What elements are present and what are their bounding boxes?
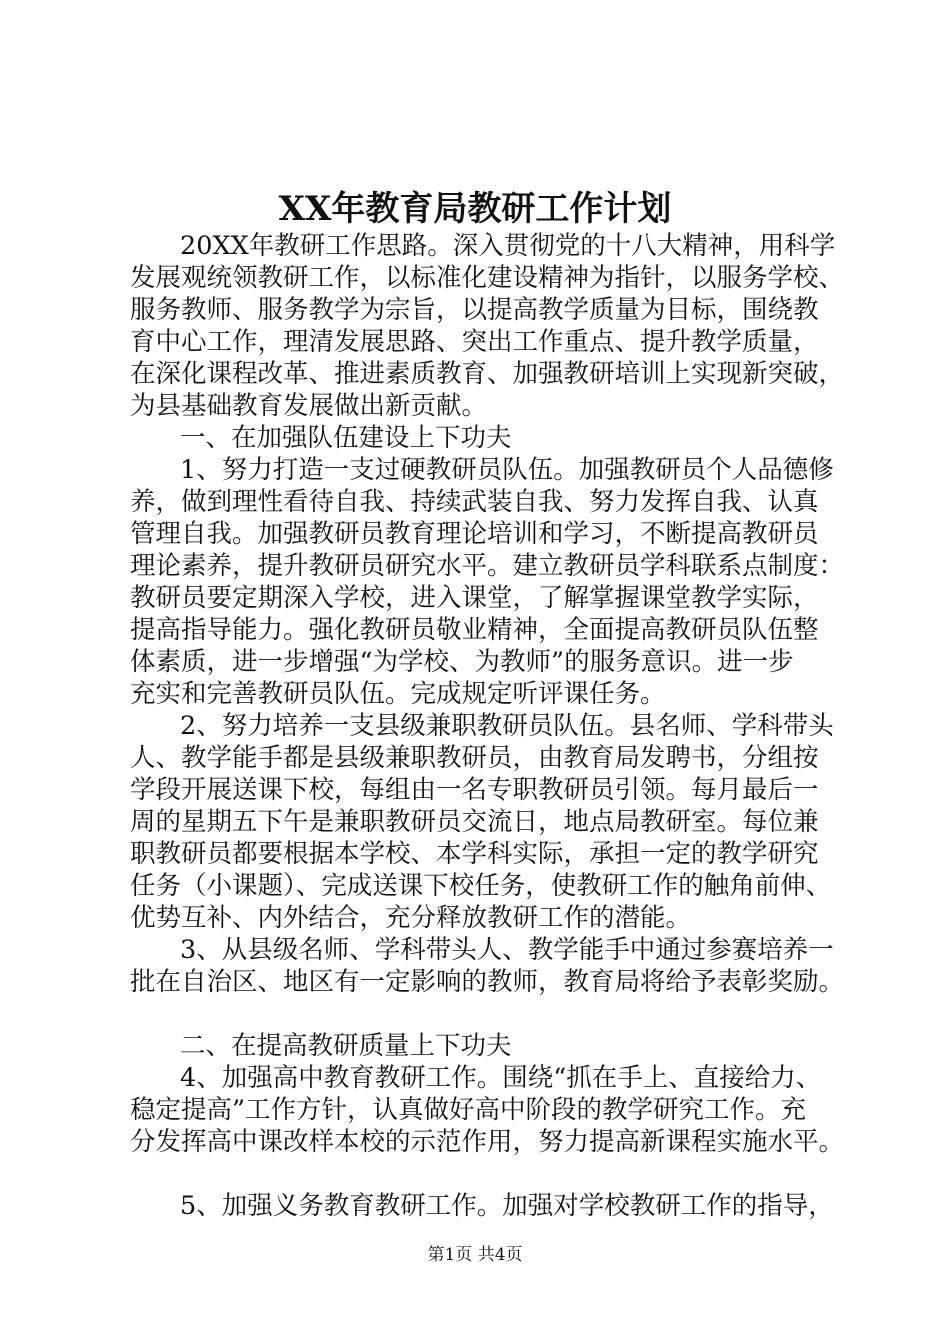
paragraph-line: 3、从县级名师、学科带头人、教学能手中通过参赛培养一: [180, 935, 834, 965]
document-title: XX年教育局教研工作计划: [278, 189, 672, 229]
paragraph-line: 任务（小课题）、完成送课下校任务，使教研工作的触角前伸、: [130, 871, 832, 901]
paragraph-line: 管理自我。加强教研员教育理论培训和学习，不断提高教研员: [130, 519, 819, 549]
paragraph-line: 服务教师、服务教学为宗旨，以提高教学质量为目标，围绕教: [130, 295, 819, 325]
paragraph-line: 2、努力培养一支县级兼职教研员队伍。县名师、学科带头: [180, 711, 834, 741]
paragraph-line: 为县基础教育发展做出新贡献。: [130, 391, 488, 421]
paragraph-line: 分发挥高中课改样本校的示范作用，努力提高新课程实施水平。: [130, 1127, 845, 1157]
blank-line: [130, 998, 852, 1030]
paragraph-line: 5、加强义务教育教研工作。加强对学校教研工作的指导，: [180, 1191, 834, 1221]
paragraph-line: 4、加强高中教育教研工作。围绕“抓在手上、直接给力、: [180, 1063, 822, 1093]
paragraph-line: 充实和完善教研员队伍。完成规定听评课任务。: [130, 679, 666, 709]
paragraph-line: 稳定提高”工作方针，认真做好高中阶段的教学研究工作。充: [130, 1095, 807, 1125]
paragraph-line: 优势互补、内外结合，充分释放教研工作的潜能。: [130, 903, 692, 933]
paragraph-line: 批在自治区、地区有一定影响的教师，教育局将给予表彰奖励。: [130, 967, 845, 997]
blank-line: [130, 1158, 852, 1190]
paragraph-line: 20XX年教研工作思路。深入贯彻党的十八大精神，用科学: [180, 231, 836, 261]
paragraph-line: 育中心工作，理清发展思路、突出工作重点、提升教学质量，: [130, 327, 819, 357]
section-heading: 一、在加强队伍建设上下功夫: [180, 423, 512, 453]
paragraph-line: 体素质，进一步增强“为学校、为教师”的服务意识。进一步: [130, 647, 794, 677]
paragraph-line: 发展观统领教研工作，以标准化建设精神为指针，以服务学校、: [130, 263, 845, 293]
paragraph-line: 周的星期五下午是兼职教研员交流日，地点局教研室。每位兼: [130, 807, 819, 837]
paragraph-line: 在深化课程改革、推进素质教育、加强教研培训上实现新突破，: [130, 359, 845, 389]
paragraph-line: 养，做到理性看待自我、持续武装自我、努力发挥自我、认真: [130, 487, 819, 517]
section-heading: 二、在提高教研质量上下功夫: [180, 1031, 512, 1061]
paragraph-line: 职教研员都要根据本学校、本学科实际，承担一定的教学研究: [130, 839, 819, 869]
paragraph-line: 1、努力打造一支过硬教研员队伍。加强教研员个人品德修: [180, 455, 834, 485]
paragraph-line: 教研员要定期深入学校，进入课堂，了解掌握课堂教学实际，: [130, 583, 819, 613]
paragraph-line: 提高指导能力。强化教研员敬业精神，全面提高教研员队伍整: [130, 615, 819, 645]
paragraph-line: 学段开展送课下校，每组由一名专职教研员引领。每月最后一: [130, 775, 819, 805]
document-body: [130, 230, 852, 1222]
page-number: 第1页 共4页: [427, 1245, 523, 1265]
paragraph-line: 理论素养，提升教研员研究水平。建立教研员学科联系点制度：: [130, 551, 845, 581]
paragraph-line: 人、教学能手都是县级兼职教研员，由教育局发聘书，分组按: [130, 743, 819, 773]
